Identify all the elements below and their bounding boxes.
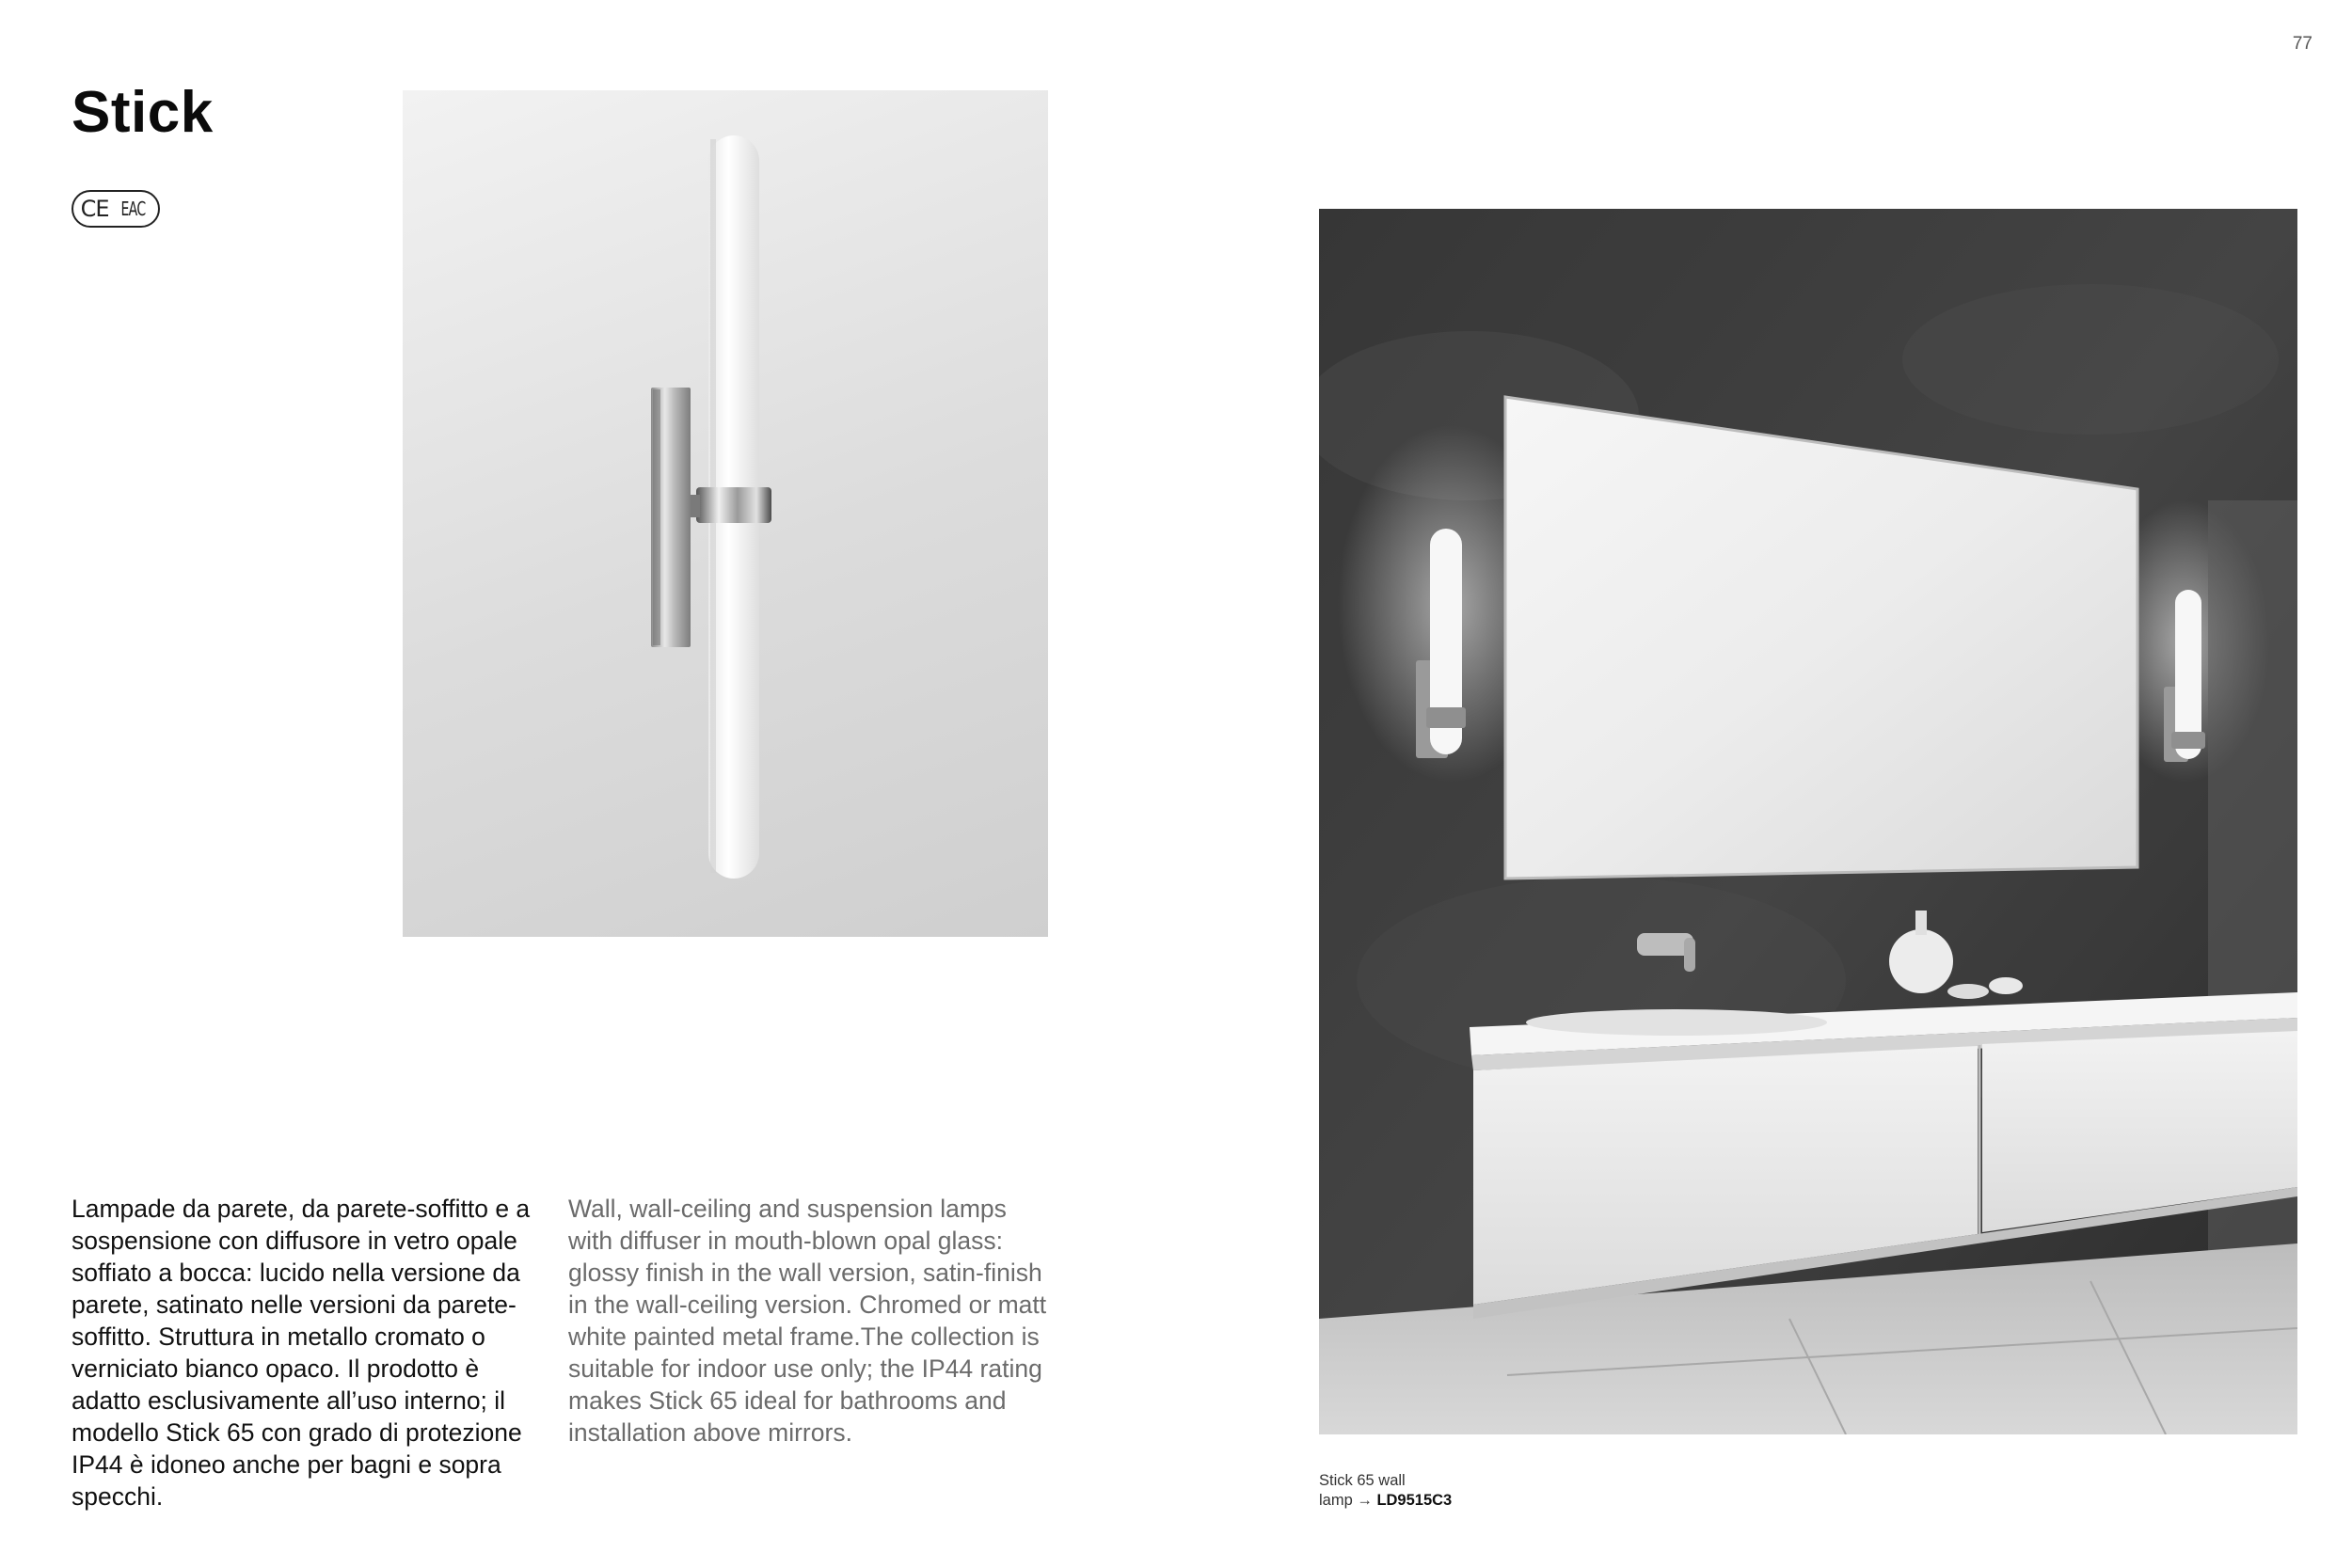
page-title: Stick xyxy=(72,80,214,145)
caption-line-2 xyxy=(1319,1491,1452,1511)
bathroom-scene-illustration xyxy=(1319,209,2297,1434)
caption-line-1: Stick 65 wall xyxy=(1319,1472,1406,1489)
certification-badge xyxy=(72,190,160,228)
product-photo xyxy=(403,90,1048,937)
description-italian: Lampade da parete, da parete-soffitto e a sospensione con diffusore in vetro opale soffiato a bocca: lucido nella versione da parete, satinato nelle versioni da parete-soffitto. Struttura in metallo cromato o verniciato bianco opaco. Il prodotto è adatto esclusivamente all’uso interno; il modello Stick 65 con grado di protezione IP44 è idoneo anche per bagni e sopra specchi. xyxy=(72,1195,531,1511)
page-number: 77 xyxy=(2292,34,2312,54)
photo-caption xyxy=(1319,1471,1452,1511)
caption-prefix: lamp → xyxy=(1319,1492,1377,1509)
room-photo xyxy=(1319,209,2297,1434)
product-code: LD9515C3 xyxy=(1376,1492,1453,1509)
description-english: Wall, wall-ceiling and suspension lamps with diffuser in mouth-blown opal glass: glossy finish in the wall version, satin-finish in the wall-ceiling version. Chromed or matt white painted metal frame.The collection is suitable for indoor use only; the IP44 rating makes Stick 65 ideal for bathrooms and installation above mirrors. xyxy=(568,1195,1047,1447)
stick-lamp-illustration xyxy=(403,90,1048,937)
eac-mark: EAC xyxy=(121,198,146,220)
ce-mark: CE xyxy=(80,196,109,222)
